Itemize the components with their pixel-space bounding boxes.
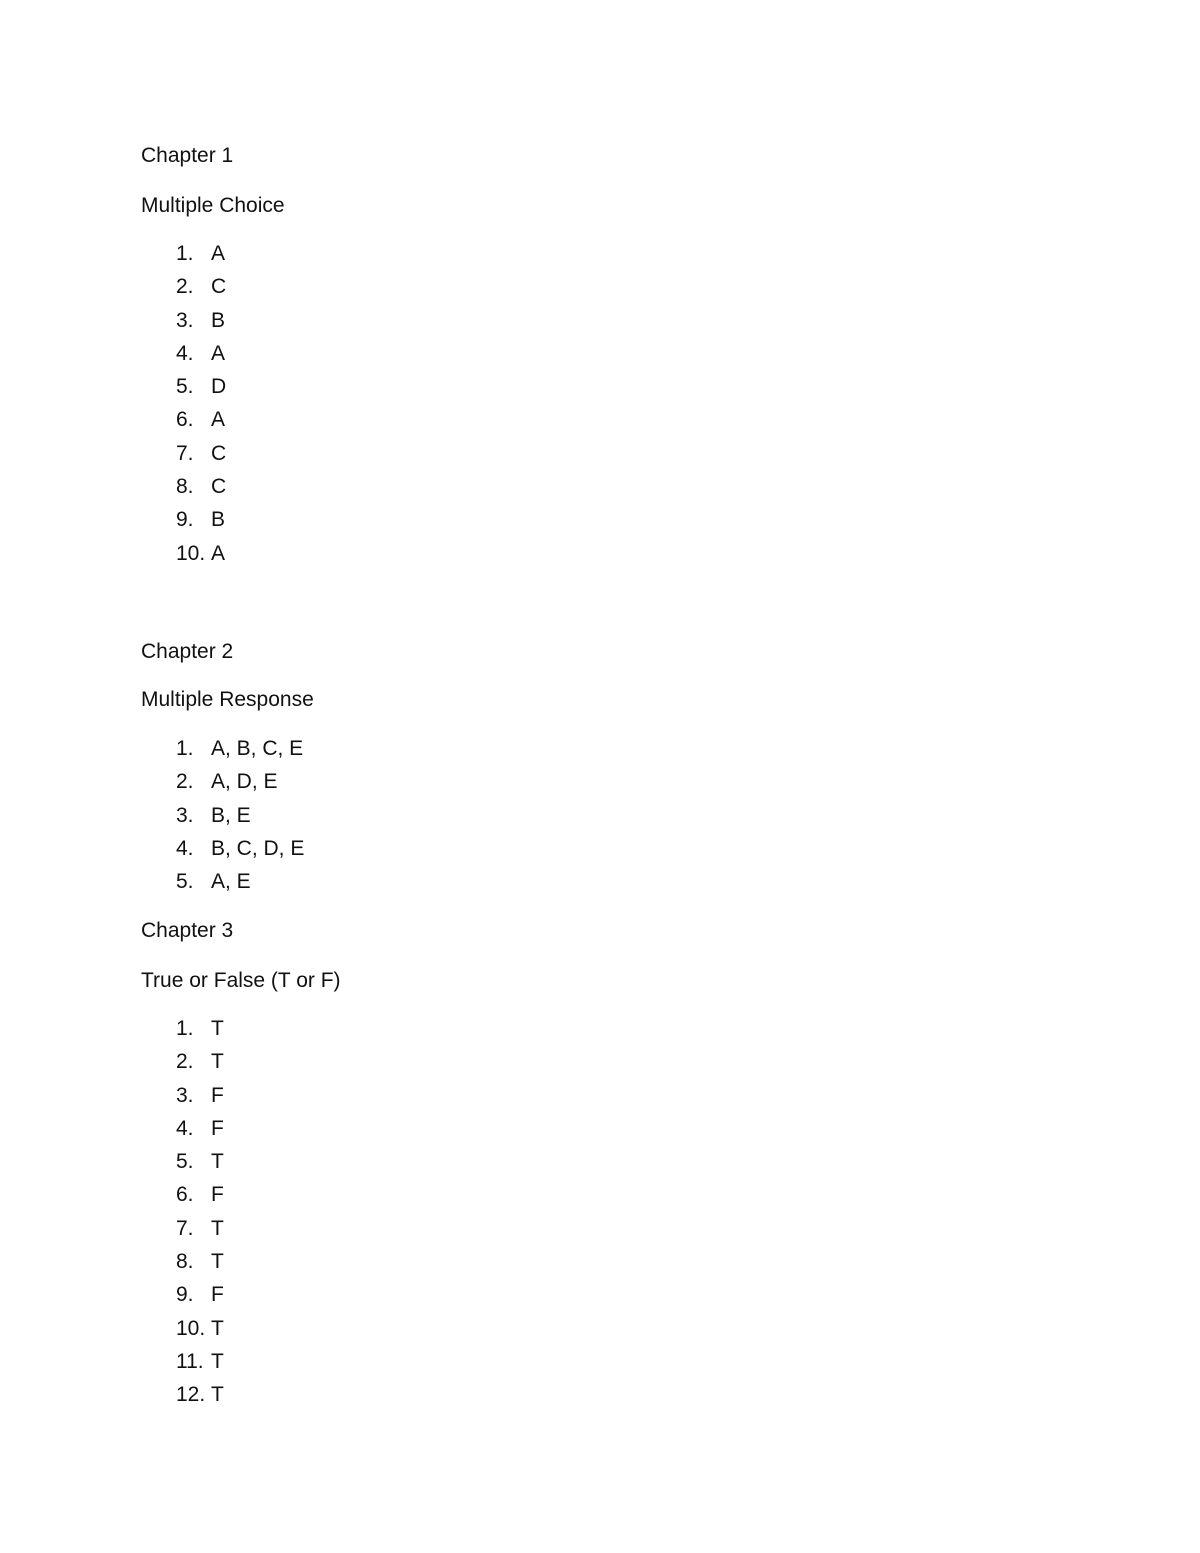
item-answer: F: [211, 1116, 224, 1140]
item-answer: A, D, E: [211, 770, 278, 794]
item-answer: B, E: [211, 803, 251, 827]
item-number: 5.: [176, 870, 194, 894]
item-answer: T: [211, 1150, 224, 1174]
item-number: 4.: [176, 836, 194, 860]
chapter-3-heading: Chapter 3: [141, 919, 234, 942]
item-number: 11.: [176, 1349, 204, 1373]
item-answer: T: [211, 1316, 224, 1340]
item-answer: T: [211, 1216, 224, 1240]
item-number: 3.: [176, 1083, 194, 1107]
item-answer: A, B, C, E: [211, 737, 304, 760]
item-answer: A, E: [211, 870, 251, 894]
item-number: 8.: [176, 1250, 194, 1274]
item-answer: F: [211, 1183, 224, 1207]
item-number: 4.: [176, 1116, 194, 1140]
item-answer: T: [211, 1349, 224, 1373]
item-answer: A: [211, 408, 226, 432]
item-answer: A: [211, 242, 226, 265]
item-number: 12.: [176, 1383, 206, 1407]
item-number: 1.: [176, 1017, 194, 1040]
item-answer: B: [211, 308, 226, 332]
item-answer: T: [211, 1017, 224, 1040]
item-answer: C: [211, 475, 227, 499]
item-number: 5.: [176, 375, 194, 399]
chapter-2-subtitle: Multiple Response: [141, 688, 314, 711]
item-answer: C: [211, 275, 227, 299]
item-answer: T: [211, 1050, 224, 1074]
item-number: 9.: [176, 508, 194, 532]
item-number: 6.: [176, 1183, 194, 1207]
item-number: 3.: [176, 803, 194, 827]
item-number: 1.: [176, 737, 194, 760]
item-number: 10.: [176, 541, 206, 565]
item-answer: F: [211, 1283, 224, 1307]
item-answer: B, C, D, E: [211, 836, 305, 860]
item-answer: D: [211, 375, 227, 399]
item-answer: F: [211, 1083, 224, 1107]
item-answer: A: [211, 541, 226, 565]
chapter-1-subtitle: Multiple Choice: [141, 194, 285, 217]
item-number: 7.: [176, 441, 194, 465]
item-number: 5.: [176, 1150, 194, 1174]
item-answer: B: [211, 508, 226, 532]
item-number: 3.: [176, 308, 194, 332]
item-number: 7.: [176, 1216, 194, 1240]
item-number: 2.: [176, 275, 194, 299]
item-answer: T: [211, 1250, 224, 1274]
chapter-3-subtitle: True or False (T or F): [141, 969, 341, 992]
item-number: 10.: [176, 1316, 206, 1340]
item-number: 6.: [176, 408, 194, 432]
item-number: 2.: [176, 1050, 194, 1074]
chapter-1-heading: Chapter 1: [141, 144, 234, 167]
item-number: 2.: [176, 770, 194, 794]
item-answer: T: [211, 1383, 224, 1407]
chapter-2-heading: Chapter 2: [141, 640, 234, 663]
item-number: 1.: [176, 242, 194, 265]
item-number: 4.: [176, 341, 194, 365]
item-number: 9.: [176, 1283, 194, 1307]
item-number: 8.: [176, 475, 194, 499]
item-answer: A: [211, 341, 226, 365]
item-answer: C: [211, 441, 227, 465]
